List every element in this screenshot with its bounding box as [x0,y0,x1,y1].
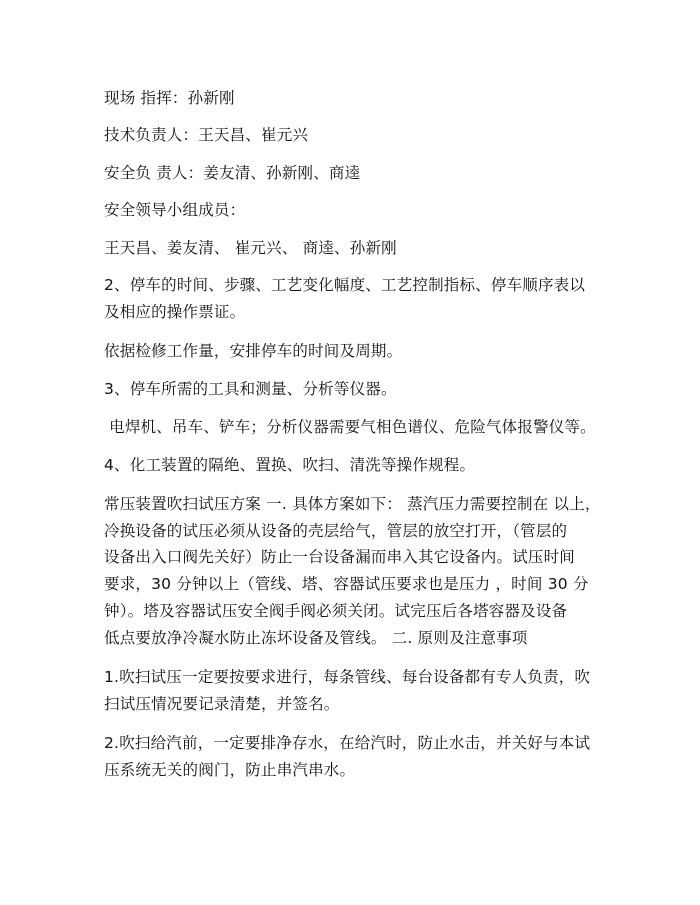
text-line-safety-group-heading: 安全领导小组成员： [104,201,246,219]
text-line-site-commander: 现场 指挥：孙新刚 [104,89,235,107]
text-line-principle-1a: 1.吹扫试压一定要按要求进行，每条管线、每台设备都有专人负责，吹 [104,668,591,686]
text-line-scheme-4: 要求，30 分钟以上（管线、塔、容器试压要求也是压力 ，时间 30 分 [104,575,589,593]
text-line-principle-1b: 扫试压情况要记录清楚，并签名。 [104,695,340,713]
text-line-item-2b: 及相应的操作票证。 [104,303,246,321]
text-line-scheme-2: 冷换设备的试压必须从设备的壳层给气，管层的放空打开，（管层的 [104,522,568,540]
text-line-safety-group-members: 王天昌、姜友清、 崔元兴、 商逵、孙新刚 [104,239,397,257]
text-line-scheme-6: 低点要放净冷凝水防止冻坏设备及管线。 二. 原则及注意事项 [104,629,528,647]
text-line-safety-lead: 安全负 责人：姜友清、孙新刚、商逵 [104,164,361,182]
text-line-maintenance-schedule: 依据检修工作量，安排停车的时间及周期。 [104,342,403,360]
text-line-principle-2b: 压系统无关的阀门，防止串汽串水。 [104,761,356,779]
text-line-item-3: 3、停车所需的工具和测量、分析等仪器。 [104,380,397,398]
text-line-item-2a: 2、停车的时间、步骤、工艺变化幅度、工艺控制指标、停车顺序表以 [104,276,586,294]
text-line-scheme-1: 常压装置吹扫试压方案 一. 具体方案如下： 蒸汽压力需要控制在 以上， [104,495,601,513]
text-line-principle-2a: 2.吹扫给汽前，一定要排净存水，在给汽时，防止水击，并关好与本试 [104,734,591,752]
text-line-tools-list: 电焊机、吊车、铲车；分析仪器需要气相色谱仪、危险气体报警仪等。 [104,418,596,436]
text-line-scheme-5: 钟）。塔及容器试压安全阀手阀必须关闭。试完压后各塔容器及设备 [104,602,568,620]
text-line-item-4: 4、化工装置的隔绝、置换、吹扫、清洗等操作规程。 [104,456,476,474]
text-line-scheme-3: 设备出入口阀先关好）防止一台设备漏而串入其它设备内。试压时间 [104,548,576,566]
text-line-technical-lead: 技术负责人：王天昌、崔元兴 [104,126,309,144]
